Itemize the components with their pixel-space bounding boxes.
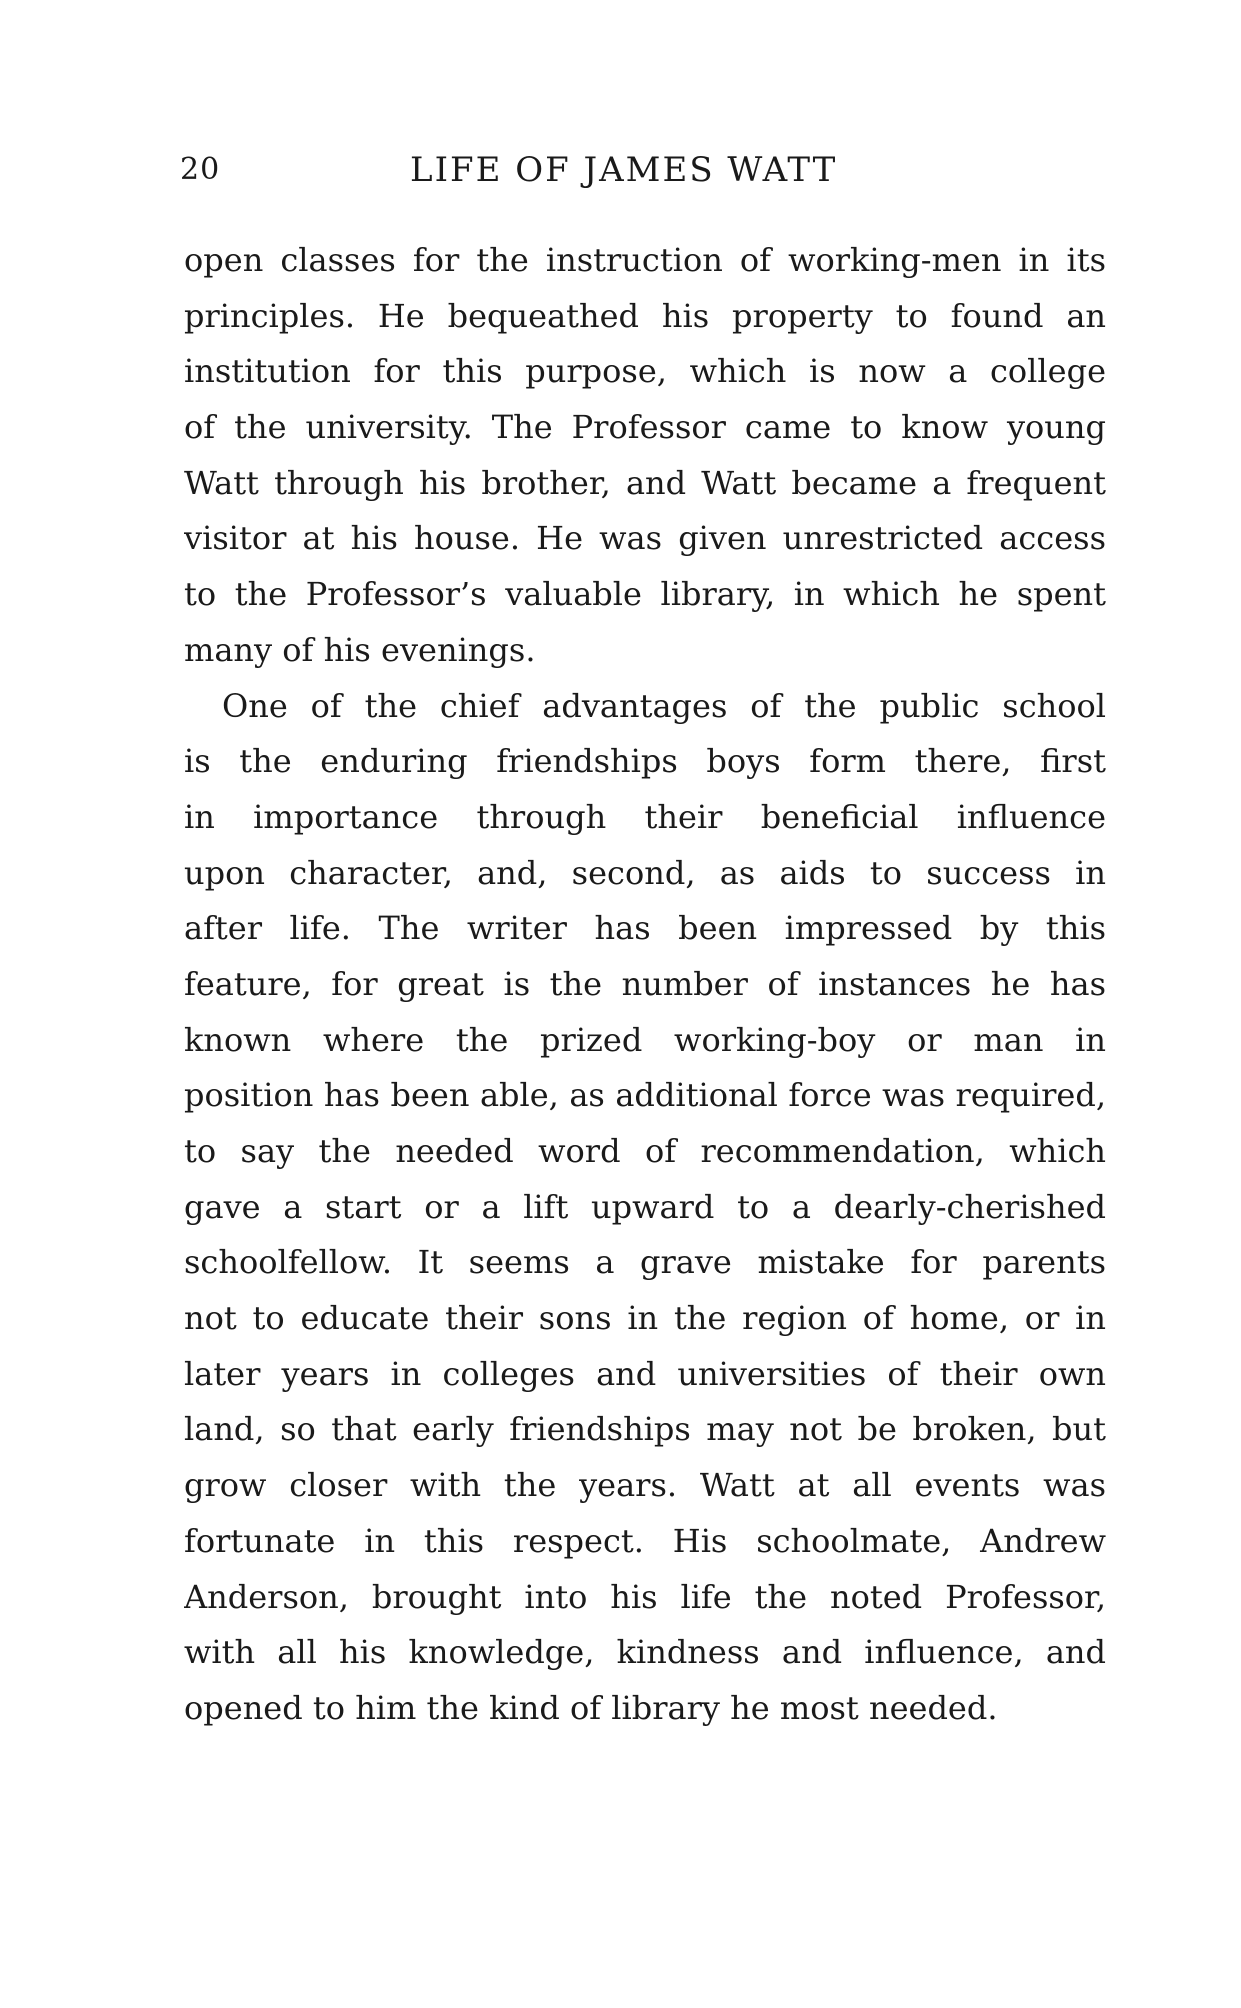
text-line: Watt through his brother, and Watt became a frequent: [184, 463, 1106, 502]
text-line: grow closer with the years. Watt at all events was: [184, 1466, 1106, 1505]
body-text: [184, 233, 1106, 1737]
text-line: in importance through their beneficial influence: [184, 797, 1106, 836]
text-line: to the Professor’s valuable library, in which he spent: [184, 575, 1106, 614]
text-line: visitor at his house. He was given unrestricted access: [184, 519, 1106, 558]
text-line: fortunate in this respect. His schoolmate, Andrew: [184, 1521, 1106, 1560]
text-line: known where the prized working-boy or man in: [184, 1020, 1106, 1059]
text-line: many of his evenings.: [184, 630, 536, 669]
text-line: later years in colleges and universities of their own: [184, 1354, 1106, 1393]
text-line: schoolfellow. It seems a grave mistake for parents: [184, 1243, 1106, 1282]
text-line: of the university. The Professor came to know young: [184, 408, 1106, 447]
text-line: open classes for the instruction of working-men in its: [184, 241, 1106, 279]
running-title: LIFE OF JAMES WATT: [410, 150, 838, 190]
text-line: after life. The writer has been impressed by this: [184, 909, 1106, 948]
text-line: One of the chief advantages of the public school: [222, 686, 1106, 725]
text-line: position has been able, as additional force was required,: [184, 1076, 1106, 1115]
page-number: 20: [180, 152, 221, 187]
text-line: Anderson, brought into his life the noted Professor,: [184, 1577, 1106, 1616]
text-line: gave a start or a lift upward to a dearly-cherished: [184, 1187, 1106, 1226]
text-line: with all his knowledge, kindness and influence, and: [184, 1633, 1106, 1672]
text-line: is the enduring friendships boys form there, first: [184, 742, 1106, 781]
text-line: feature, for great is the number of instances he has: [184, 964, 1106, 1003]
paragraph-2: [184, 679, 1106, 1737]
text-line: land, so that early friendships may not be broken, but: [184, 1410, 1106, 1449]
text-line: institution for this purpose, which is now a college: [184, 352, 1106, 391]
text-line: to say the needed word of recommendation, which: [184, 1132, 1106, 1170]
text-line: opened to him the kind of library he most needed.: [184, 1688, 998, 1727]
text-line: not to educate their sons in the region of home, or in: [184, 1299, 1106, 1338]
text-line: upon character, and, second, as aids to success in: [184, 853, 1106, 892]
text-line: principles. He bequeathed his property to found an: [184, 296, 1106, 335]
paragraph-1: [184, 233, 1106, 679]
page-header: [180, 150, 1110, 200]
